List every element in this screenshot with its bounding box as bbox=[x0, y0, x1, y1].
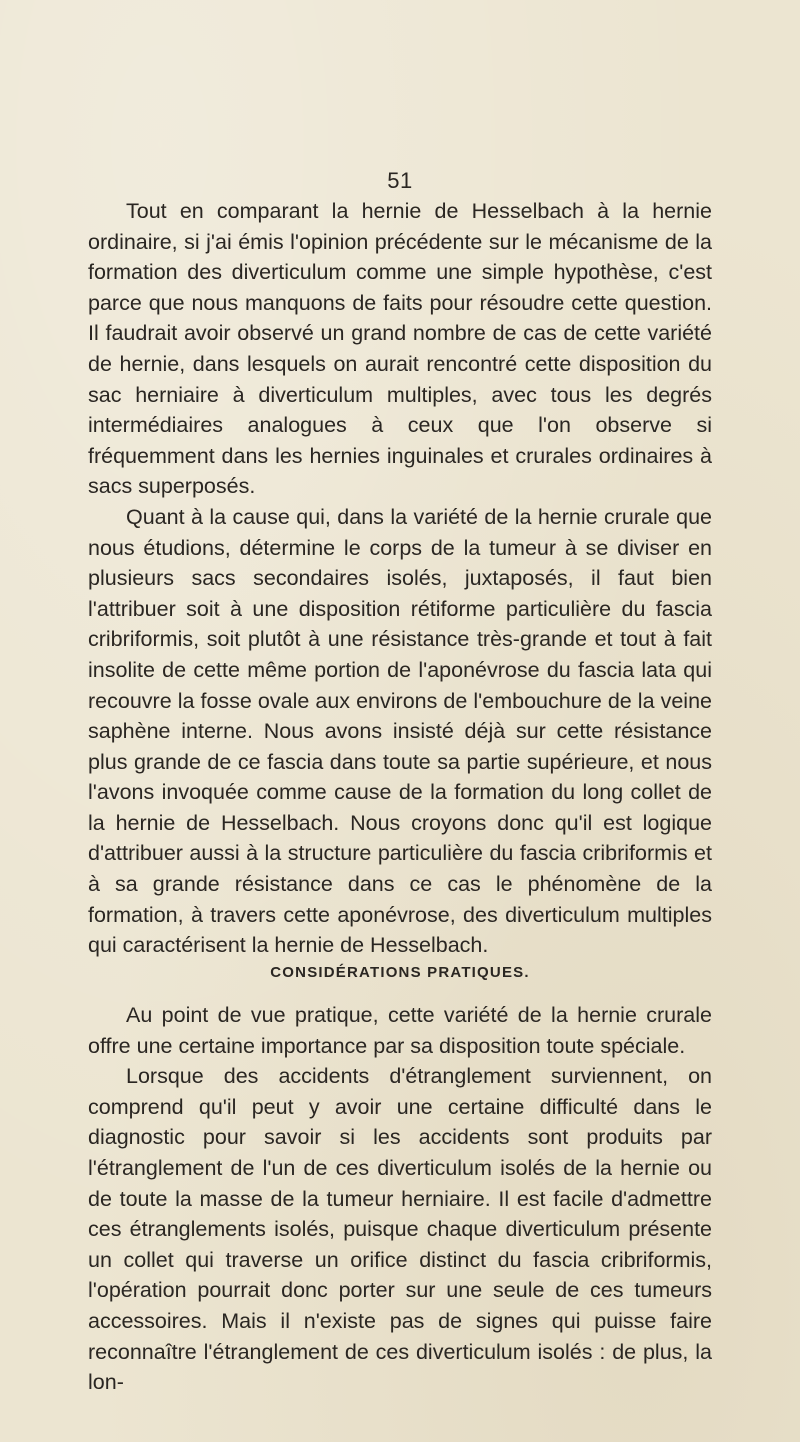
paragraph: Au point de vue pratique, cette variété de la hernie crurale offre une certaine importance par sa disposition toute spéciale. bbox=[88, 1003, 712, 1058]
paragraph: Lorsque des accidents d'étranglement surviennent, on comprend qu'il peut y avoir une certaine difficulté dans le diagnostic pour savoir si les accidents sont produits par l'étranglement de l'un de ces diverticulum isolés de la hernie ou de toute la masse de la tumeur herniaire. Il est facile d'admettre ces étranglements isolés, puisque chaque diverticulum présente un collet qui traverse un orifice distinct du fascia cribriformis, l'opération pourrait donc porter sur une seule de ces tumeurs accessoires. Mais il n'existe pas de signes qui puisse faire reconnaître l'étranglement de ces diverticulum isolés : de plus, la lon- bbox=[88, 1064, 712, 1395]
section-heading: CONSIDÉRATIONS PRATIQUES. bbox=[270, 964, 530, 981]
text-block-after-heading bbox=[88, 1000, 712, 1398]
page-number: 51 bbox=[387, 168, 413, 193]
paragraph: Quant à la cause qui, dans la variété de la hernie crurale que nous étudions, détermine le corps de la tumeur à se diviser en plusieurs sacs secondaires isolés, juxtaposés, il faut bien l'attribuer soit à une disposition rétiforme particulière du fascia cribriformis, soit plutôt à une résistance très-grande et tout à fait insolite de cette même portion de l'aponévrose du fascia lata qui recouvre la fosse ovale aux environs de l'embouchure de la veine saphène interne. Nous avons insisté déjà sur cette résistance plus grande de ce fascia dans toute sa partie supérieure, et nous l'avons invoquée comme cause de la formation du long collet de la hernie de Hesselbach. Nous croyons donc qu'il est logique d'attribuer aussi à la structure particulière du fascia cribriformis et à sa grande résistance dans ce cas le phénomène de la formation, à travers cette aponévrose, des diverticulum multiples qui caractérisent la hernie de Hesselbach. bbox=[88, 504, 712, 958]
paragraph: Tout en comparant la hernie de Hesselbach à la hernie ordinaire, si j'ai émis l'opinion précédente sur le mécanisme de la formation des diverticulum comme une simple hypothèse, c'est parce que nous manquons de faits pour résoudre cette question. Il faudrait avoir observé un grand nombre de cas de cette variété de hernie, dans lesquels on aurait rencontré cette disposition du sac herniaire à diverticulum multiples, avec tous les degrés intermédiaires analogues à ceux que l'on observe si fréquemment dans les hernies inguinales et crurales ordinaires à sacs superposés. bbox=[88, 199, 712, 499]
text-block-before-heading bbox=[88, 196, 712, 961]
